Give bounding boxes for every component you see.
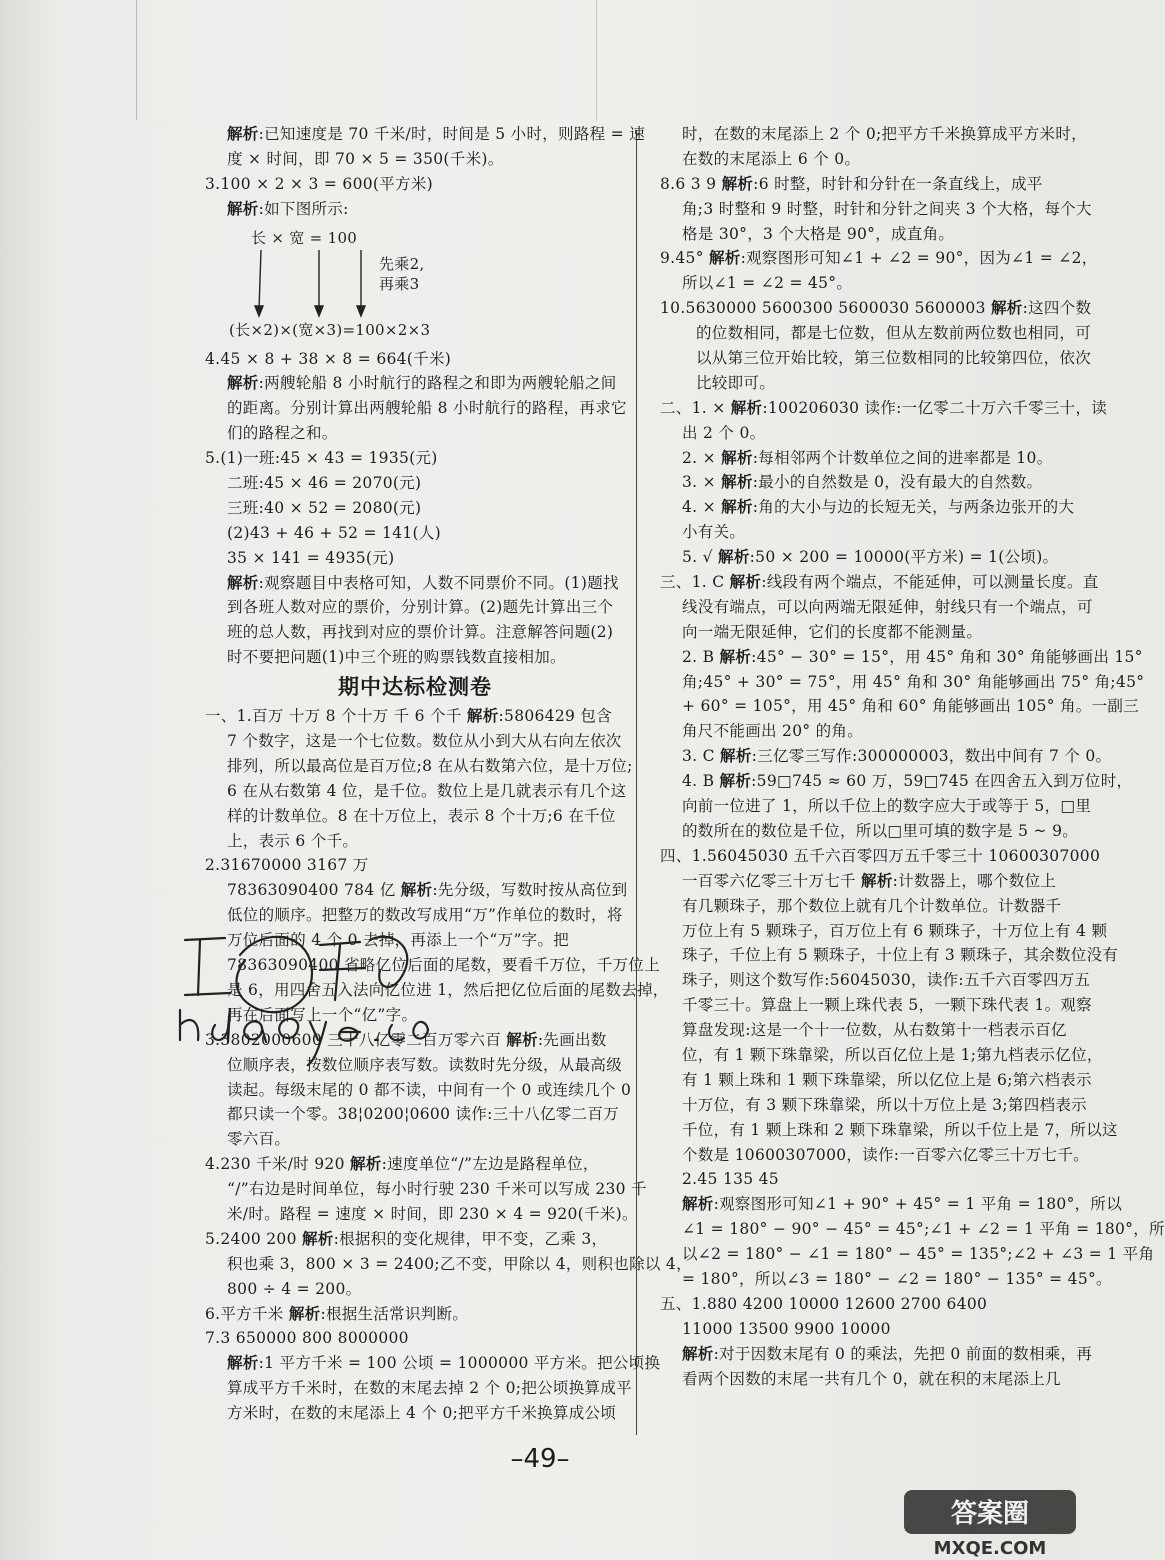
text-line: [660, 968, 1091, 993]
line-text: 是 6，用四舍五入法向亿位进 1，然后把亿位后面的尾数去掉，: [227, 980, 669, 999]
text-line: [660, 844, 1101, 869]
analysis-label: 解析: [400, 881, 433, 900]
answer-text: 5.2400 200: [205, 1229, 302, 1248]
text-line: [660, 1143, 1089, 1168]
diagram-note: 先乘2,: [379, 254, 425, 273]
line-text: 方米时，在数的末尾添上 4 个 0;把平方千米换算成公顷: [227, 1404, 617, 1423]
analysis-label: 解析: [709, 249, 741, 268]
text-line: [205, 1152, 625, 1177]
analysis-text: :这四个数: [1022, 299, 1092, 318]
text-line: [205, 704, 625, 729]
line-text: 千零三十。算盘上一颗上珠代表 5，一颗下珠代表 1。观察: [682, 996, 1092, 1015]
text-line: [205, 645, 625, 670]
analysis-text: :45° − 30° = 15°，用 45° 角和 30° 角能够画出 15°: [751, 647, 1143, 666]
answer-text: 2. B: [682, 647, 720, 666]
margin-line: [596, 0, 597, 120]
text-line: [205, 172, 625, 197]
page-number: –49–: [510, 1444, 570, 1474]
line-text: 千位，有 1 颗上珠和 2 颗下珠靠梁，所以千位上是 7，所以这: [682, 1120, 1118, 1139]
line-text: 有几颗珠子，那个数位上就有几个计数单位。计数器千: [682, 896, 1062, 915]
text-line: [205, 1102, 625, 1127]
diagram-top-text: 长 × 宽 = 100: [251, 228, 358, 247]
column-divider: [636, 130, 637, 1435]
text-line: [205, 804, 625, 829]
analysis-label: 解析: [227, 125, 259, 143]
text-line: [205, 1401, 625, 1426]
text-line: [660, 645, 1143, 670]
line-text: 样的计数单位。8 在十万位上，表示 8 个十万;6 在千位: [227, 806, 616, 825]
text-line: [660, 1192, 1123, 1217]
analysis-label: 解析: [730, 398, 763, 417]
analysis-label: 解析: [288, 1304, 321, 1323]
answer-text: 5. √: [682, 548, 719, 567]
analysis-label: 解析: [227, 1354, 259, 1373]
text-line: [660, 1267, 1112, 1292]
line-text: 线没有端点，可以向两端无限延伸，射线只有一个端点，可: [682, 597, 1093, 616]
line-text: 向一端无限延伸，它们的长度都不能测量。: [682, 622, 983, 641]
svg-text:答案圈: 答案圈: [950, 1499, 1030, 1529]
analysis-label: 解析: [227, 199, 259, 218]
text-line: [660, 470, 1080, 495]
analysis-label: 解析: [349, 1155, 382, 1174]
text-line: [660, 197, 1092, 222]
analysis-text: :59□745 ≈ 60 万，59□745 在四舍五入到万位时，: [751, 772, 1133, 791]
analysis-text: :对于因数末尾有 0 的乘法，先把 0 前面的数相乘，再: [713, 1344, 1093, 1363]
analysis-label: 解析: [729, 573, 762, 592]
margin-line: [136, 0, 137, 120]
text-line: [205, 446, 625, 471]
line-text: 3.100 × 2 × 3 = 600(平方米): [205, 174, 433, 193]
analysis-text: :先画出数: [537, 1030, 607, 1049]
text-line: [660, 570, 1099, 595]
line-text: 们的路程之和。: [227, 424, 338, 443]
answer-text: 2. ×: [682, 448, 722, 467]
line-text: 角;3 时整和 9 时整，时针和分针之间夹 3 个大格，每个大: [682, 199, 1092, 218]
analysis-text: :5806429 包含: [498, 707, 612, 726]
line-text: 度 × 时间，即 70 × 5 = 350(千米)。: [227, 149, 504, 168]
text-line: [205, 829, 625, 854]
text-line: [660, 421, 1080, 446]
text-line: [660, 371, 1080, 396]
line-text: 上，表示 6 个千。: [227, 831, 359, 850]
analysis-label: 解析: [719, 772, 752, 791]
text-line: [660, 869, 1080, 894]
line-text: 6 在从右数第 4 位，是千位。数位上是几就表示有几个这: [227, 781, 627, 800]
analysis-text: :角的大小与边的长短无关，与两条边张开的大: [752, 498, 1075, 517]
analysis-text: :两艘轮船 8 小时航行的路程之和即为两艘轮船之间: [258, 374, 617, 393]
line-text: 在数的末尾添上 6 个 0。: [682, 149, 861, 168]
corner-logo: [900, 1486, 1080, 1560]
text-line: [660, 520, 1080, 545]
answer-text: 78363090400 784 亿: [227, 881, 401, 900]
line-text: 个数是 10600307000，读作:一百零六亿零三十万七千。: [682, 1145, 1089, 1164]
analysis-text: :最小的自然数是 0，没有最大的自然数。: [752, 473, 1043, 492]
analysis-label: 解析: [721, 174, 754, 193]
analysis-label: 解析: [466, 707, 499, 726]
answer-text: 一、1.百万 十万 8 个十万 千 6 个千: [205, 707, 467, 726]
answer-text: 三、1. C: [660, 573, 730, 592]
line-text: 看两个因数的末尾一共有几个 0，就在积的末尾添上几: [682, 1369, 1061, 1388]
text-line: [205, 396, 625, 421]
answer-text: 一百零六亿零三十万七千: [682, 871, 862, 890]
line-text: 格是 30°，3 个大格是 90°，成直角。: [682, 224, 955, 243]
line-text: 2.45 135 45: [682, 1170, 779, 1189]
text-line: [660, 894, 1080, 919]
text-line: [205, 421, 625, 446]
text-line: [205, 371, 625, 396]
line-text: 珠子，千位上有 5 颗珠子，十位上有 3 颗珠子，其余数位没有: [682, 946, 1119, 965]
analysis-text: :三亿零三写作:300000003，数出中间有 7 个 0。: [751, 747, 1112, 766]
line-text: + 60° = 105°，用 45° 角和 60° 角能够画出 105° 角。一副三: [682, 697, 1140, 716]
text-line: [660, 1068, 1092, 1093]
line-text: 珠子，则这个数写作:56045030，读作:五千六百零四万五: [682, 971, 1091, 990]
line-text: “/”右边是时间单位，每小时行驶 230 千米可以写成 230 千: [227, 1180, 647, 1199]
analysis-label: 解析: [718, 548, 750, 567]
text-line: [205, 1277, 625, 1302]
line-text: 排列，所以最高位是百万位;8 在从右数第六位，是十万位;: [227, 756, 633, 775]
analysis-label: 解析: [721, 498, 753, 517]
line-text: 万位上有 5 颗珠子，百万位上有 6 颗珠子，十万位上有 4 颗: [682, 921, 1108, 940]
text-line: [205, 147, 625, 172]
line-text: 角;45° + 30° = 75°，用 45° 角和 30° 角能够画出 75° 角;45°: [682, 672, 1145, 691]
line-text: 读起。每级末尾的 0 都不读，中间有一个 0 或连续几个 0: [227, 1080, 632, 1099]
text-line: [660, 719, 1080, 744]
analysis-label: 解析: [719, 647, 752, 666]
line-text: 5.(1)一班:45 × 43 = 1935(元): [205, 449, 438, 468]
line-text: 所以∠1 = ∠2 = 45°。: [682, 274, 853, 293]
text-line: [205, 1302, 625, 1327]
text-line: [660, 1342, 1093, 1367]
text-line: [205, 347, 625, 372]
line-text: 78363090400 省略亿位后面的尾数，要看千万位，千万位上: [227, 956, 661, 975]
answer-text: 4. B: [682, 772, 720, 791]
line-text: 的距离。分别计算出两艘轮船 8 小时航行的路程，再求它: [227, 399, 627, 418]
text-line: [660, 1367, 1080, 1392]
diagram-note: 再乘3: [379, 274, 420, 293]
line-text: 800 ÷ 4 = 200。: [227, 1279, 362, 1298]
text-line: [660, 794, 1092, 819]
analysis-text: :100206030 读作:一亿零二十万六千零三十，读: [762, 398, 1108, 417]
line-text: 三班:40 × 52 = 2080(元): [227, 498, 422, 517]
line-text: (2)43 + 46 + 52 = 141(人): [227, 523, 442, 542]
analysis-label: 解析: [721, 473, 753, 492]
line-text: 位，有 1 颗下珠靠梁，所以百亿位上是 1;第九档表示亿位，: [682, 1045, 1103, 1064]
text-line: [660, 147, 1080, 172]
answer-text: 3.3802000600 三十八亿零二百万零六百: [205, 1030, 507, 1049]
text-line: [205, 546, 625, 571]
text-line: [660, 1043, 1103, 1068]
text-line: [660, 321, 1092, 346]
analysis-text: :观察图形可知∠1 + ∠2 = 90°，因为∠1 = ∠2，: [740, 249, 1098, 268]
text-line: [205, 1202, 638, 1227]
line-text: 角尺不能画出 20° 的角。: [682, 722, 864, 741]
text-line: [205, 496, 625, 521]
answer-text: 9.45°: [660, 249, 709, 268]
analysis-text: :根据积的变化规律，甲不变，乙乘 3，: [333, 1229, 608, 1248]
analysis-label: 解析: [720, 747, 752, 766]
text-line: [660, 744, 1112, 769]
line-text: 四、1.56045030 五千六百零四万五千零三十 10600307000: [660, 846, 1101, 865]
analysis-text: :根据生活常识判断。: [320, 1304, 469, 1323]
line-text: 算成平方千米时，在数的末尾去掉 2 个 0;把公顷换算成平: [227, 1379, 632, 1398]
line-text: = 180°，所以∠3 = 180° − ∠2 = 180° − 135° = 45°。: [682, 1269, 1112, 1288]
line-text: 11000 13500 9900 10000: [682, 1319, 891, 1338]
line-text: 积也乘 3，800 × 3 = 2400;乙不变，甲除以 4，则积也除以 4，: [227, 1254, 692, 1273]
text-line: [205, 197, 625, 222]
text-line: [205, 853, 625, 878]
line-text: 十万位，有 3 颗下珠靠梁，所以十万位上是 3;第四档表示: [682, 1095, 1087, 1114]
answer-text: 6.平方千米: [205, 1304, 289, 1323]
line-text: 低位的顺序。把整万的数改写成用“万”作单位的数时，将: [227, 906, 623, 925]
text-line: [205, 471, 625, 496]
answer-text: 4.230 千米/时 920: [205, 1155, 350, 1174]
analysis-label: 解析: [227, 573, 259, 592]
diagram-bottom-text: (长×2)×(宽×3)=100×2×3: [229, 320, 431, 339]
line-text: 35 × 141 = 4935(元): [227, 548, 395, 567]
analysis-text: :观察图形可知∠1 + 90° + 45° = 1 平角 = 180°，所以: [713, 1195, 1123, 1214]
analysis-text: :6 时整，时针和分针在一条直线上，成平: [753, 174, 1043, 193]
text-line: [205, 754, 633, 779]
line-text: 出 2 个 0。: [682, 423, 766, 442]
analysis-label: 解析: [990, 299, 1023, 318]
text-line: [205, 1078, 632, 1103]
text-line: [660, 296, 1092, 321]
line-text: 万位后面的 4 个 0 去掉，再添上一个“万”字。把: [227, 931, 570, 950]
line-text: 向前一位进了 1，所以千位上的数字应大于或等于 5，□里: [682, 797, 1092, 816]
line-text: 时不要把问题(1)中三个班的购票钱数直接相加。: [227, 648, 566, 667]
handwritten-watermark: [170, 900, 430, 1080]
svg-text:MXQE.COM: MXQE.COM: [933, 1538, 1047, 1559]
analysis-text: :每相邻两个计数单位之间的进率都是 10。: [752, 448, 1053, 467]
text-line: [660, 1167, 1080, 1192]
line-text: 班的总人数，再找到对应的票价计算。注意解答问题(2): [227, 623, 614, 642]
text-line: [205, 1351, 661, 1376]
answer-text: 8.6 3 9: [660, 174, 722, 193]
text-line: [660, 620, 1080, 645]
line-text: 五、1.880 4200 10000 12600 2700 6400: [660, 1294, 988, 1313]
analysis-label: 解析: [682, 1195, 714, 1214]
text-line: [205, 1252, 692, 1277]
answer-text: 二、1. ×: [660, 398, 731, 417]
analysis-label: 解析: [861, 871, 893, 890]
section-title: 期中达标检测卷: [338, 675, 492, 700]
text-line: [660, 595, 1093, 620]
text-line: [660, 346, 1092, 371]
text-line: [660, 670, 1145, 695]
line-text: 有 1 颗上珠和 1 颗下珠靠梁，所以亿位上是 6;第六档表示: [682, 1070, 1092, 1089]
text-line: [660, 1018, 1080, 1043]
text-line: [205, 521, 625, 546]
analysis-text: :如下图所示:: [258, 199, 349, 218]
analysis-text: :先分级，写数时按从高位到: [432, 881, 628, 900]
text-line: [660, 122, 1087, 147]
line-text: 时，在数的末尾添上 2 个 0;把平方千米换算成平方米时，: [682, 125, 1087, 143]
line-text: 到各班人数对应的票价，分别计算。(2)题先计算出三个: [227, 598, 614, 617]
line-text: ∠1 = 180° − 90° − 45° = 45°;∠1 + ∠2 = 1 平角 = 180°，所: [682, 1220, 1165, 1239]
text-line: [660, 1118, 1118, 1143]
text-line: [660, 819, 1080, 844]
text-line: [660, 1093, 1087, 1118]
answer-text: 4. ×: [682, 498, 722, 517]
text-line: [660, 993, 1092, 1018]
answer-text: 10.5630000 5600300 5600030 5600003: [660, 299, 991, 318]
analysis-label: 解析: [301, 1229, 334, 1248]
text-line: [660, 1292, 1080, 1317]
line-text: 的位数相同，都是七位数，但从左数前两位数也相同，可: [696, 324, 1092, 343]
line-text: 算盘发现:这是一个十一位数，从右数第十一档表示百亿: [682, 1021, 1067, 1040]
text-line: [205, 1127, 625, 1152]
line-text: 比较即可。: [696, 373, 776, 392]
diagram-arrows: [229, 222, 449, 322]
answer-text: 3. C: [682, 747, 721, 766]
line-text: 米/时。路程 = 速度 × 时间，即 230 × 4 = 920(千米)。: [227, 1204, 638, 1223]
text-line: [205, 1177, 647, 1202]
text-line: [660, 246, 1098, 271]
text-line: [660, 1317, 1080, 1342]
line-text: 位顺序表，按数位顺序表写数。读数时先分级，从最高级: [227, 1055, 623, 1074]
text-line: [660, 694, 1140, 719]
line-text: 7 个数字，这是一个七位数。数位从小到大从右向左依次: [227, 732, 622, 751]
text-line: [660, 545, 1080, 570]
analysis-text: :观察题目中表格可知，人数不同票价不同。(1)题找: [258, 573, 619, 592]
text-line: [205, 1376, 632, 1401]
text-line: [205, 1326, 625, 1351]
line-text: 2.31670000 3167 万: [205, 856, 369, 875]
line-text: 再在后面写上一个“亿”字。: [227, 1005, 418, 1024]
text-line: [660, 172, 1080, 197]
line-text: 零六百。: [227, 1130, 291, 1149]
text-line: [205, 1227, 625, 1252]
text-line: [660, 943, 1119, 968]
text-line: [205, 122, 645, 147]
text-line: [205, 779, 625, 804]
analysis-label: 解析: [721, 448, 753, 467]
line-text: 都只读一个零。38¦0200¦0600 读作:三十八亿零二百万: [227, 1105, 620, 1124]
line-text: 以∠2 = 180° − ∠1 = 180° − 45° = 135°;∠2 + ∠3 = 1 平角: [682, 1245, 1155, 1264]
line-text: 4.45 × 8 + 38 × 8 = 664(千米): [205, 349, 452, 368]
text-line: [205, 729, 625, 754]
analysis-text: :1 平方千米 = 100 公顷 = 1000000 平方米。把公顷换: [258, 1354, 661, 1373]
line-text: 以从第三位开始比较，第三位数相同的比较第四位，依次: [696, 349, 1092, 368]
answer-text: 3. ×: [682, 473, 722, 492]
area-diagram: [229, 222, 625, 347]
text-line: [205, 595, 625, 620]
text-line: [660, 271, 1080, 296]
line-text: 二班:45 × 46 = 2070(元): [227, 474, 422, 493]
line-text: 的数所在的数位是千位，所以□里可填的数字是 5 ~ 9。: [682, 821, 1079, 840]
analysis-label: 解析: [227, 374, 259, 393]
analysis-text: :50 × 200 = 10000(平方米) = 1(公顷)。: [749, 548, 1059, 567]
analysis-text: :线段有两个端点，不能延伸，可以测量长度。直: [761, 573, 1099, 592]
analysis-text: :计数器上，哪个数位上: [892, 871, 1057, 890]
right-column: [660, 122, 1165, 1391]
text-line: [660, 769, 1133, 794]
text-line: [660, 222, 1080, 247]
text-line: [660, 1217, 1165, 1242]
text-line: [660, 396, 1108, 421]
text-line: [205, 620, 625, 645]
analysis-label: 解析: [682, 1344, 714, 1363]
text-line: [660, 446, 1080, 471]
analysis-label: 解析: [506, 1030, 538, 1049]
text-line: [660, 1242, 1155, 1267]
text-line: [205, 571, 625, 596]
analysis-text: :速度单位“/”左边是路程单位，: [381, 1155, 599, 1174]
line-text: 7.3 650000 800 8000000: [205, 1329, 409, 1348]
line-text: 小有关。: [682, 523, 746, 542]
analysis-text: :已知速度是 70 千米/时，时间是 5 小时，则路程 = 速: [258, 125, 645, 143]
text-line: [660, 919, 1108, 944]
text-line: [660, 495, 1080, 520]
